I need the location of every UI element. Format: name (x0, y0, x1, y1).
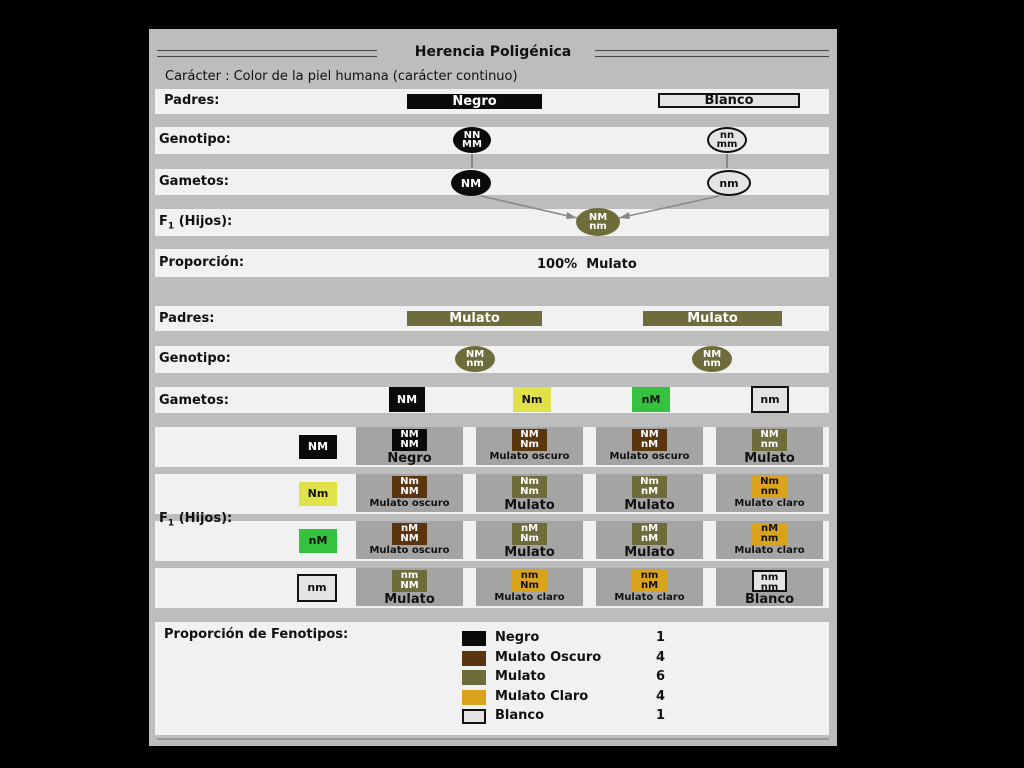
cross2-gameto-Nm: Nm (513, 387, 551, 412)
allele-bottom: nm (703, 358, 721, 369)
legend-name: Mulato (495, 669, 546, 684)
punnett-cell (476, 568, 583, 606)
allele-bottom: nM (640, 439, 659, 450)
cross2-gametos-label: Gametos: (159, 393, 229, 408)
row-gameto-Nm: Nm (299, 482, 337, 506)
legend-name: Negro (495, 630, 540, 645)
cross1-proporcion-value: 100% Mulato (537, 257, 637, 272)
cross2-gameto-nm: nm (751, 386, 789, 413)
allele-bottom: Nm (520, 486, 539, 497)
legend-count: 4 (656, 649, 666, 665)
genotype-swatch (512, 523, 547, 545)
phenotype-label: Mulato oscuro (489, 451, 570, 462)
phenotype-label: Blanco (744, 592, 795, 607)
row-gameto-nm: nm (297, 574, 337, 602)
cross1-padres-label: Padres: (164, 93, 220, 108)
row-gameto-nM: nM (299, 529, 337, 553)
phenotype-label: Mulato oscuro (609, 451, 690, 462)
fenotipos-label: Proporción de Fenotipos: (164, 627, 349, 642)
phenotype-label: Mulato (384, 592, 435, 607)
punnett-cell (596, 568, 703, 606)
legend-count: 1 (656, 630, 666, 645)
phenotype-label: Mulato claro (614, 592, 685, 603)
genotype-swatch (632, 429, 667, 451)
punnett-cell (716, 474, 823, 512)
genotype-swatch (392, 523, 427, 545)
allele-top: nm (400, 570, 419, 581)
genotype-swatch (632, 523, 667, 545)
allele-top: nm (520, 570, 539, 581)
cross2-padres-label: Padres: (159, 311, 215, 326)
arrow-gameto-f1-right (619, 196, 719, 218)
genotype-swatch (392, 570, 427, 592)
phenotype-label: Mulato (744, 451, 795, 466)
allele-bottom: mm (716, 139, 738, 150)
legend-swatch (462, 631, 486, 646)
allele-top: NM (520, 429, 539, 440)
allele-top: nM (400, 523, 419, 534)
allele-bottom: NM (400, 486, 419, 497)
cross1-f1-label: $F_1$ (Hijos): (159, 214, 233, 232)
phenotype-label: Mulato oscuro (369, 498, 450, 509)
allele-bottom: nM (640, 533, 659, 544)
phenotype-label: Mulato (504, 498, 555, 513)
cross2-gameto-NM: NM (389, 387, 425, 412)
genotype-swatch (512, 476, 547, 498)
legend-count: 6 (656, 669, 666, 684)
punnett-cell (716, 568, 823, 606)
allele-top: NM (588, 212, 608, 223)
punnett-cell (476, 521, 583, 559)
genotype-swatch (632, 570, 667, 592)
allele-top: Nm (760, 476, 779, 487)
genotype-swatch (392, 429, 427, 451)
cross2-genotipo-2 (692, 346, 732, 372)
phenotype-label: Mulato oscuro (369, 545, 450, 556)
genotype-swatch (752, 570, 787, 592)
allele-bottom: nm (760, 533, 779, 544)
allele-top: NN (463, 130, 481, 141)
legend-swatch (462, 670, 486, 685)
allele-top: NM (465, 349, 485, 360)
punnett-cell (356, 427, 463, 465)
punnett-cell (476, 474, 583, 512)
cross2-genotipo-1 (455, 346, 495, 372)
genotype-swatch (752, 523, 787, 545)
phenotype-label: Mulato claro (734, 545, 805, 556)
allele-top: Nm (400, 476, 419, 487)
phenotype-label: Mulato (624, 545, 675, 560)
legend-name: Mulato Oscuro (495, 649, 602, 665)
genotype-swatch (752, 476, 787, 498)
cross1-padre-blanco: Blanco (658, 93, 800, 108)
allele-bottom: NM (400, 439, 419, 450)
allele-top: Nm (640, 476, 659, 487)
allele-bottom: nm (760, 439, 779, 450)
panel-bottom-rule (157, 738, 829, 740)
allele-top: nn (719, 130, 735, 141)
allele-top: Nm (520, 476, 539, 487)
legend-name: Mulato Claro (495, 688, 589, 704)
allele-top: nm (640, 570, 659, 581)
allele-top: nM (640, 523, 659, 534)
punnett-cell (596, 427, 703, 465)
genotype-swatch (392, 476, 427, 498)
cross2-f1-label: $F_1$ (Hijos): (159, 511, 233, 529)
allele-bottom: nM (640, 486, 659, 497)
legend-swatch (462, 651, 486, 666)
arrow-head-left (566, 212, 577, 219)
cross2-gameto-nM: nM (632, 387, 670, 412)
allele-bottom: NM (400, 580, 419, 591)
legend-count: 4 (656, 688, 666, 704)
allele-bottom: MM (462, 139, 482, 150)
legend-name: Blanco (495, 708, 545, 723)
legend-swatch (462, 709, 486, 724)
cross1-genotipo-label: Genotipo: (159, 132, 231, 147)
cross2-gametos-row (155, 387, 829, 413)
cross1-gametos-label: Gametos: (159, 174, 229, 189)
arrow-gameto-f1-left (481, 196, 577, 218)
punnett-cell (356, 474, 463, 512)
allele-bottom: Nm (520, 439, 539, 450)
gameto-text: NM (460, 176, 482, 190)
allele-top: NM (760, 429, 779, 440)
caracter-text: Carácter : Color de la piel humana (carácter continuo) (165, 69, 518, 84)
phenotype-label: Negro (387, 451, 432, 466)
allele-bottom: nm (466, 358, 484, 369)
genotype-swatch (512, 429, 547, 451)
page-title: Herencia Poligénica (414, 44, 572, 60)
allele-bottom: nm (760, 486, 779, 497)
phenotype-label: Mulato claro (494, 592, 565, 603)
genotype-swatch (632, 476, 667, 498)
genotype-swatch (752, 429, 787, 451)
punnett-cell (356, 568, 463, 606)
punnett-cell (596, 474, 703, 512)
cross1-proporcion-label: Proporción: (159, 255, 245, 270)
punnett-cell (716, 427, 823, 465)
cross2-padre-mulato-2: Mulato (643, 311, 782, 326)
cross2-padre-mulato-1: Mulato (407, 311, 542, 326)
allele-top: nM (520, 523, 539, 534)
legend-count: 1 (656, 708, 666, 723)
cross1-padre-negro: Negro (407, 94, 542, 109)
gameto-text: nm (719, 176, 739, 190)
allele-bottom: nm (760, 582, 779, 593)
phenotype-label: Mulato (504, 545, 555, 560)
allele-top: NM (702, 349, 722, 360)
row-gameto-NM: NM (299, 435, 337, 459)
allele-bottom: Nm (520, 580, 539, 591)
allele-bottom: nm (589, 221, 607, 232)
arrow-head-right (619, 212, 630, 219)
punnett-cell (596, 521, 703, 559)
cross1-proporcion-row (155, 249, 829, 277)
cross1-arrows (149, 29, 837, 269)
cross2-genotipo-label: Genotipo: (159, 351, 231, 366)
phenotype-label: Mulato (624, 498, 675, 513)
allele-top: NM (640, 429, 659, 440)
phenotype-label: Mulato claro (734, 498, 805, 509)
genotype-swatch (512, 570, 547, 592)
allele-top: nm (760, 572, 779, 583)
punnett-cell (356, 521, 463, 559)
allele-bottom: NM (400, 533, 419, 544)
diagram-panel (149, 29, 837, 746)
punnett-cell (476, 427, 583, 465)
allele-top: NM (400, 429, 419, 440)
allele-bottom: Nm (520, 533, 539, 544)
legend-swatch (462, 690, 486, 705)
allele-bottom: nM (640, 580, 659, 591)
allele-top: nM (760, 523, 779, 534)
punnett-cell (716, 521, 823, 559)
